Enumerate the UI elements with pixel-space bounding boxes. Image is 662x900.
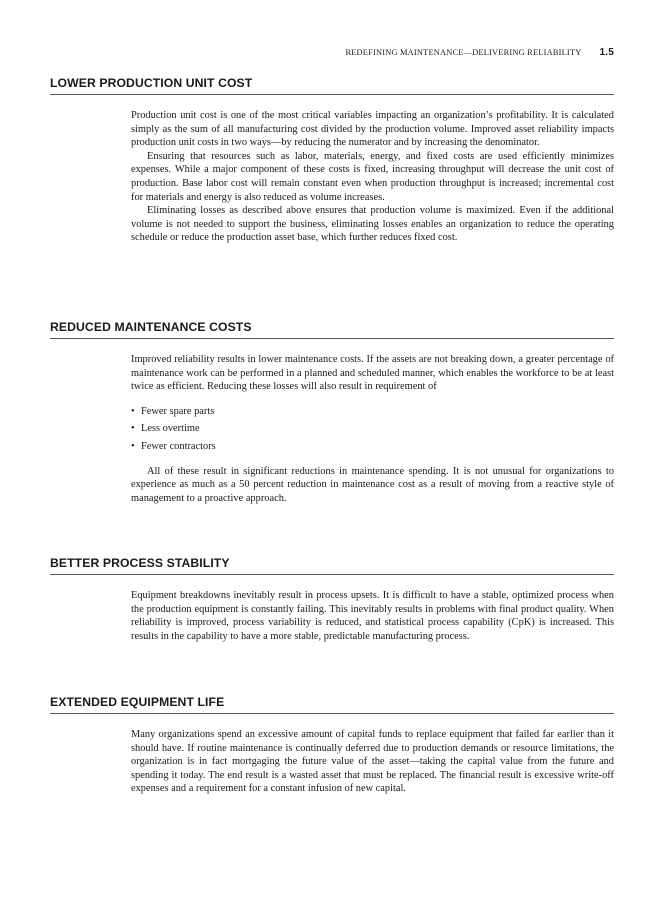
list-item-text: Fewer spare parts <box>141 405 215 417</box>
bullet-icon: • <box>131 440 135 452</box>
running-header <box>50 47 614 58</box>
section-extended-equipment-life <box>50 695 614 796</box>
page-number: 1.5 <box>599 47 614 58</box>
paragraph: Ensuring that resources such as labor, materials, energy, and fixed costs are used efficiently minimizes expenses. While a major component of these costs is fixed, increasing throughput will decrease the unit cost of production. Base labor cost will remain constant even when production throughput is increased; incremental cost for materials and energy is also reduced as volume increases. <box>131 150 614 203</box>
bullet-icon: • <box>131 405 135 417</box>
list-item <box>131 403 614 421</box>
paragraph: Equipment breakdowns inevitably result in process upsets. It is difficult to have a stable, optimized process when the production equipment is constantly failing. This inevitably results in problems with final product quality. When reliability is improved, process variability is reduced, and statistical process capability (CpK) is increased. This results in the capability to have a more stable, predictable manufacturing process. <box>131 590 614 642</box>
bullet-icon: • <box>131 423 135 435</box>
paragraph: All of these result in significant reductions in maintenance spending. It is not unusual for organizations to experience as much as a 50 percent reduction in maintenance cost as a result of moving from a reactive style of management to a proactive approach. <box>131 465 614 504</box>
bullet-list <box>131 403 614 456</box>
list-item-text: Less overtime <box>141 423 200 435</box>
section-body <box>131 728 614 796</box>
list-item <box>131 438 614 456</box>
paragraph: Production unit cost is one of the most critical variables impacting an organization’s profitability. It is calculated simply as the sum of all manufacturing cost divided by the production volume. Improved asset reliability impacts production unit costs in two ways—by reducing the numerator and by increasing the denominator. <box>131 110 614 149</box>
section-body <box>131 353 614 505</box>
paragraph: Many organizations spend an excessive amount of capital funds to replace equipment that failed far earlier than it should have. If routine maintenance is continually deferred due to production demands or resource limitations, the organization is in fact mortgaging the future value of the asset—taking the capital value from the future and spending it today. The end result is a wasted asset that must be replaced. The financial result is excessive write-off expenses and a requirement for a constant infusion of new capital. <box>131 729 614 795</box>
list-item-text: Fewer contractors <box>141 440 216 452</box>
section-heading: EXTENDED EQUIPMENT LIFE <box>50 695 614 714</box>
section-body <box>131 589 614 643</box>
section-heading: BETTER PROCESS STABILITY <box>50 556 614 575</box>
paragraph: Eliminating losses as described above ensures that production volume is maximized. Even if the additional volume is not needed to support the business, eliminating losses enables an organization to reduce the operating schedule or reduce the production asset base, which further reduces fixed cost. <box>131 205 614 244</box>
section-lower-production-unit-cost <box>50 76 614 245</box>
list-item <box>131 420 614 438</box>
paragraph: Improved reliability results in lower maintenance costs. If the assets are not breaking down, a greater percentage of maintenance work can be performed in a planned and scheduled manner, which enables the workforce to be at least twice as efficient. Reducing these losses will also result in requirement of <box>131 354 614 393</box>
section-better-process-stability <box>50 556 614 643</box>
section-reduced-maintenance-costs <box>50 320 614 505</box>
section-heading: LOWER PRODUCTION UNIT COST <box>50 76 614 95</box>
running-title: REDEFINING MAINTENANCE—DELIVERING RELIABILITY <box>345 48 582 57</box>
section-heading: REDUCED MAINTENANCE COSTS <box>50 320 614 339</box>
section-body <box>131 109 614 245</box>
